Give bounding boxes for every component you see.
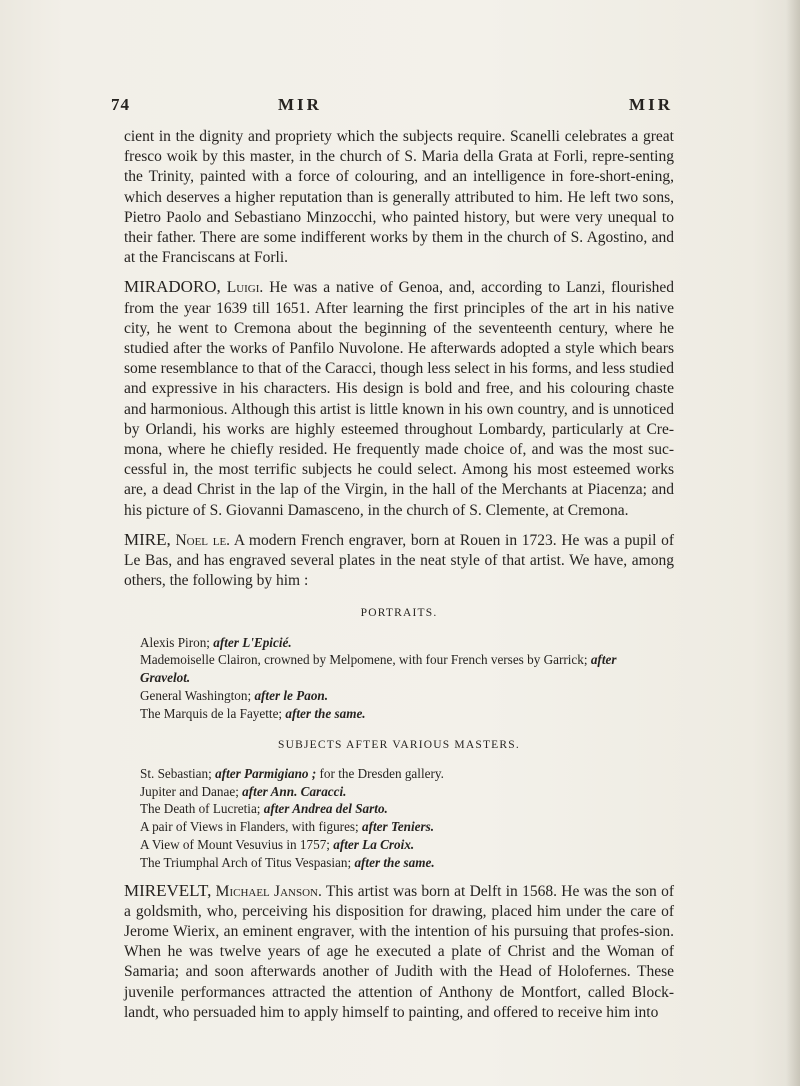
item-after: after Ann. Caracci.	[242, 783, 347, 799]
item-subject: Jupiter and Danae;	[140, 783, 239, 799]
item-after: after le Paon.	[254, 688, 329, 704]
headword: MIRADORO,	[124, 277, 221, 297]
item-subject: Alexis Piron;	[140, 634, 210, 650]
running-head-right: MIR	[629, 95, 673, 114]
running-head	[111, 95, 673, 121]
item-subject: The Triumphal Arch of Titus Vespasian;	[140, 854, 352, 870]
item-after: after Andrea del Sarto.	[263, 801, 388, 817]
item-subject: The Marquis de la Fayette;	[140, 705, 283, 721]
item-after: after the same.	[285, 705, 366, 721]
entry-mire	[124, 530, 674, 592]
page-number: 74	[111, 95, 130, 114]
item-subject: The Death of Lucretia;	[140, 801, 261, 817]
entry-mirevelt	[124, 881, 674, 1023]
item-subject: Mademoiselle Clairon, crowned by Melpomene, with four French verses by Garrick;	[140, 652, 588, 668]
headword: MIREVELT,	[124, 880, 212, 900]
list-item	[140, 687, 660, 705]
running-head-left: MIR	[278, 95, 322, 114]
item-subject: General Washington;	[140, 688, 252, 704]
list-item	[140, 651, 660, 687]
forename: Michael Janson.	[215, 882, 322, 900]
list-item	[140, 800, 660, 818]
headword: MIRE,	[124, 529, 171, 549]
item-subject: A pair of Views in Flanders, with figures;	[140, 819, 359, 835]
subjects-list	[140, 765, 660, 872]
item-after: after L'Epicié.	[213, 634, 292, 650]
item-after: after the same.	[354, 854, 435, 870]
item-subject: A View of Mount Vesuvius in 1757;	[140, 837, 330, 853]
list-item	[140, 854, 660, 872]
page-edge-shadow	[786, 0, 800, 1086]
list-item	[140, 765, 660, 783]
list-item	[140, 783, 660, 801]
subjects-heading: SUBJECTS AFTER VARIOUS MASTERS.	[278, 738, 520, 751]
item-extra: for the Dresden gallery.	[319, 765, 444, 781]
list-item	[140, 818, 660, 836]
portraits-list	[140, 634, 660, 723]
item-after: after Teniers.	[362, 819, 435, 835]
entry-miradoro	[124, 277, 674, 520]
entry-text: This artist was born at Delft in 1568. He was the son of a goldsmith, who, perceiving his disposition for drawing, placed him under the care of Jerome Wierix, an eminent engraver, with the intention of his pursuing that profes-sion. When he was twelve years of age he executed a plate of Christ and the Woman of Samaria; and soon afterwards another of Judith with the Head of Holofernes. These juvenile performances attracted the attention of Anthony de Montfort, called Block-landt, who persuaded him to apply himself to painting, and offered to receive him into	[124, 882, 674, 1021]
item-after: after La Croix.	[333, 837, 415, 853]
item-subject: St. Sebastian;	[140, 765, 212, 781]
list-item	[140, 634, 660, 652]
item-after: after Gravelot.	[140, 652, 617, 686]
list-item	[140, 705, 660, 723]
entry-text: A modern French engraver, born at Rouen in 1723. He was a pupil of Le Bas, and has engraved several plates in the neat style of that artist. We have, among others, the following by him :	[124, 531, 674, 590]
continuation-paragraph: cient in the dignity and propriety which the subjects require. Scanelli celebrates a great fresco woik by this master, in the church of S. Maria della Grata at Forli, repre-senting the Trinity, painted with a force of colouring, and an intelligence in fore-short-ening, which deserves a higher reputation than is generally attributed to him. He left two sons, Pietro Paolo and Sebastiano Minzocchi, who painted history, but were very unequal to their father. There are some indifferent works by them in the church of S. Agostino, and at the Franciscans at Forli.	[124, 128, 674, 267]
forename: Noel le.	[175, 531, 231, 549]
entry-text: He was a native of Genoa, and, according to Lanzi, flourished from the year 1639 till 1651. After learning the first principles of the art in his native city, he went to Cremona about the beginning of the seventeenth century, where he studied after the works of Panfilo Nuvolone. He afterwards adopted a style which bears some resemblance to that of the Caracci, though less select in his forms, and less studied and expressive in his characters. His design is bold and free, and his colouring chaste and harmonious. Although this artist is little known in his own country, and is unnoticed by Orlandi, his works are highly esteemed throughout Lombardy, particularly at Cre-mona, where he chiefly resided. He frequently made choice of, and was the most suc-cessful in, the most terrific subjects he could select. Among his most esteemed works are, a dead Christ in the lap of the Virgin, in the hall of the Merchants at Piacenza; and his picture of S. Giovanni Damasceno, in the church of S. Clemente, at Cremona.	[124, 279, 674, 519]
forename: Luigi.	[226, 279, 264, 297]
portraits-heading: PORTRAITS.	[360, 607, 438, 620]
body-text	[124, 127, 674, 1023]
list-item	[140, 836, 660, 854]
item-after: after Parmigiano ;	[215, 765, 317, 781]
